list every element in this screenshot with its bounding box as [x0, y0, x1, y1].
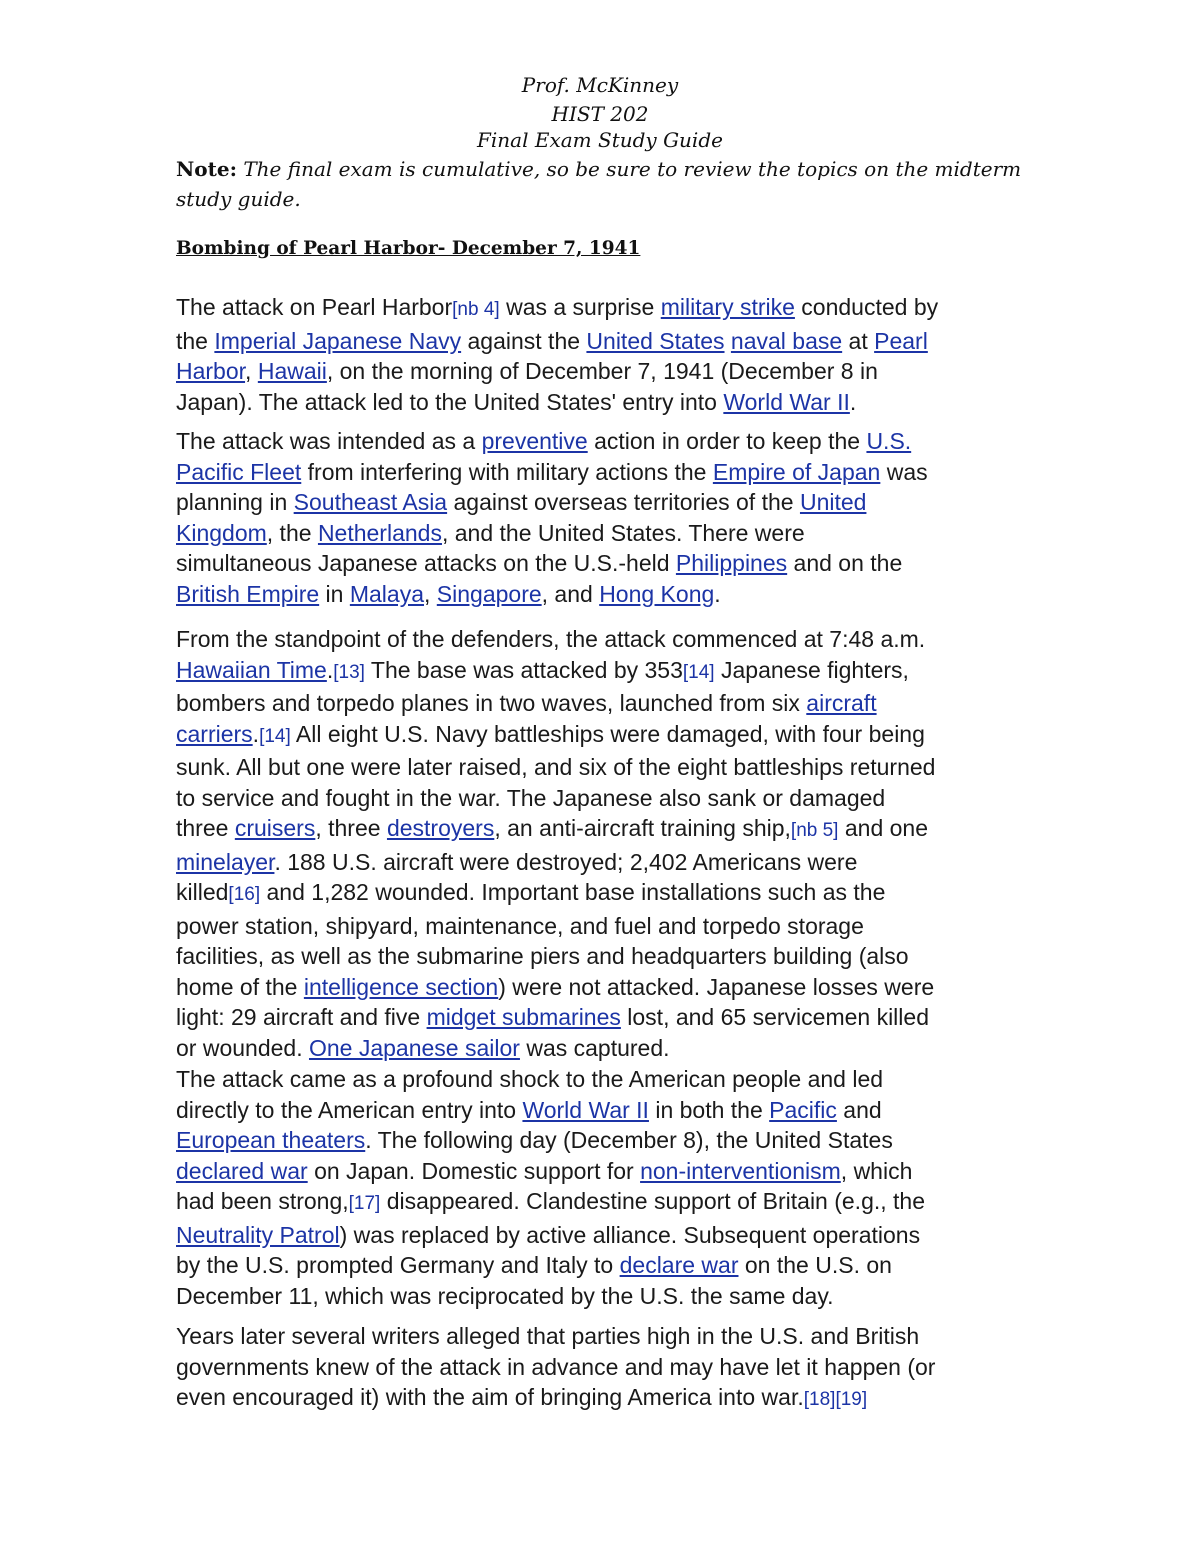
text-run: From the standpoint of the defenders, the attack commenced at 7:48 a.m.	[176, 626, 926, 652]
text-run: action in order to keep the	[587, 428, 867, 454]
text-run: on the U.S. on	[738, 1252, 892, 1278]
hyperlink[interactable]: Philippines	[675, 550, 788, 576]
hyperlink[interactable]: One Japanese sailor	[308, 1034, 520, 1061]
text-line	[176, 911, 1036, 942]
text-line	[176, 1382, 1036, 1416]
hyperlink[interactable]: intelligence section	[303, 973, 499, 1000]
hyperlink[interactable]: U.S.	[866, 428, 912, 454]
text-run: , and the United States. There were	[441, 519, 805, 546]
text-run: .	[252, 720, 260, 747]
citation-link[interactable]: [nb 4]	[452, 299, 500, 320]
hyperlink[interactable]: non-interventionism	[640, 1157, 841, 1184]
text-run: from interfering with military actions the	[301, 458, 713, 485]
citation-link[interactable]: [nb 5]	[790, 820, 839, 841]
citation-link[interactable]: [13]	[333, 661, 365, 683]
text-run: three	[176, 815, 235, 841]
text-run: at	[842, 327, 875, 354]
text-line	[176, 292, 1036, 326]
text-line	[176, 783, 1036, 814]
hyperlink[interactable]: naval base	[730, 327, 843, 354]
hyperlink[interactable]: declare war	[619, 1252, 739, 1278]
hyperlink[interactable]: military strike	[660, 294, 795, 320]
hyperlink[interactable]: preventive	[481, 428, 588, 454]
instructor-name: Prof. McKinney	[521, 73, 679, 97]
text-run: All eight U.S. Navy battleships were damaged, with four being	[290, 720, 925, 747]
text-run: in	[319, 580, 350, 607]
text-line	[176, 548, 1036, 579]
text-run: Years later several writers alleged that parties high in the U.S. and British	[176, 1323, 920, 1349]
text-line	[176, 1033, 1036, 1064]
text-run: against the	[461, 327, 587, 354]
paragraph-5	[176, 1321, 1036, 1416]
text-run: sunk. All but one were later raised, and six of the eight battleships returned	[176, 754, 936, 780]
text-run: , the	[266, 519, 318, 546]
paragraph-1	[176, 292, 1036, 417]
citation-link[interactable]: [18]	[803, 1389, 836, 1410]
text-line	[176, 356, 1036, 387]
note-text-1: The final exam is cumulative, so be sure to review the topics on the midterm	[243, 157, 1022, 181]
text-run: and on the	[787, 550, 903, 576]
hyperlink[interactable]: Hawaii	[257, 358, 327, 384]
text-run: ) was replaced by active alliance. Subsequent operations	[339, 1221, 921, 1248]
citation-link[interactable]: [14]	[682, 661, 715, 683]
text-run: ,	[245, 358, 258, 384]
text-run: was	[880, 458, 928, 485]
hyperlink[interactable]: destroyers	[386, 815, 495, 841]
paragraph-4	[176, 1064, 1036, 1311]
hyperlink[interactable]: World War II	[723, 388, 850, 415]
text-line	[176, 387, 1036, 418]
hyperlink[interactable]: Southeast Asia	[293, 489, 448, 515]
hyperlink[interactable]: carriers	[176, 720, 253, 747]
text-run: light: 29 aircraft and five	[176, 1004, 427, 1030]
text-line	[176, 1095, 1036, 1126]
text-line	[176, 877, 1036, 911]
course-code: HIST 202	[551, 102, 649, 126]
text-run: Japanese fighters,	[714, 656, 909, 683]
hyperlink[interactable]: Imperial Japanese Navy	[214, 327, 462, 354]
hyperlink[interactable]: Empire of Japan	[712, 458, 881, 485]
text-run: planning in	[176, 489, 294, 515]
hyperlink[interactable]: declared war	[176, 1157, 308, 1184]
text-line	[176, 813, 1036, 847]
text-run: power station, shipyard, maintenance, and fuel and torpedo storage	[176, 912, 864, 939]
text-line	[176, 1250, 1036, 1281]
text-run: .	[849, 388, 857, 415]
text-run: disappeared. Clandestine support of Britain (e.g., the	[380, 1188, 926, 1214]
citation-link[interactable]: [14]	[259, 725, 291, 747]
text-run: and	[836, 1096, 882, 1123]
citation-link[interactable]: [17]	[348, 1193, 381, 1214]
text-line	[176, 847, 1036, 878]
text-run: The base was attacked by 353	[364, 656, 683, 683]
hyperlink[interactable]: Pacific	[769, 1096, 837, 1123]
hyperlink[interactable]: Singapore	[436, 580, 542, 607]
hyperlink[interactable]: British Empire	[176, 580, 320, 607]
text-line	[176, 1220, 1036, 1251]
text-run: The attack was intended as a	[176, 428, 482, 454]
text-line	[176, 1321, 1036, 1352]
hyperlink[interactable]: United States	[586, 327, 725, 354]
text-run: killed	[176, 879, 229, 905]
text-run: was a surprise	[499, 294, 661, 320]
text-line	[176, 326, 1036, 357]
text-run: , an anti-aircraft training ship,	[494, 815, 791, 841]
text-line	[176, 1002, 1036, 1033]
text-run: .	[714, 580, 721, 607]
text-line	[176, 1352, 1036, 1383]
text-line	[176, 426, 1036, 457]
hyperlink[interactable]: Netherlands	[317, 519, 442, 546]
text-run: in both the	[648, 1096, 770, 1123]
text-run: governments knew of the attack in advance and may have let it happen (or	[176, 1353, 936, 1380]
text-run: lost, and 65 servicemen killed	[620, 1004, 929, 1030]
text-run: simultaneous Japanese attacks on the U.S.-held	[176, 550, 676, 576]
hyperlink[interactable]: World War II	[522, 1096, 649, 1123]
text-run: was captured.	[519, 1034, 670, 1061]
text-run: The attack came as a profound shock to the American people and led	[176, 1066, 884, 1092]
text-run: bombers and torpedo planes in two waves, launched from six	[176, 690, 807, 716]
hyperlink[interactable]: United	[799, 489, 867, 515]
paragraph-3	[176, 624, 1036, 1063]
text-line	[176, 1186, 1036, 1220]
hyperlink[interactable]: midget submarines	[426, 1004, 621, 1030]
text-run: and 1,282 wounded. Important base installations such as the	[260, 879, 886, 905]
text-run: the	[176, 327, 215, 354]
text-run: by the U.S. prompted Germany and Italy to	[176, 1252, 620, 1278]
text-line	[176, 518, 1036, 549]
text-line	[176, 1125, 1036, 1156]
text-line	[176, 624, 1036, 655]
text-run: to service and fought in the war. The Japanese also sank or damaged	[176, 784, 886, 811]
hyperlink[interactable]: Pacific Fleet	[176, 458, 302, 485]
text-run: December 11, which was reciprocated by the U.S. the same day.	[176, 1282, 834, 1309]
hyperlink[interactable]: cruisers	[234, 815, 316, 841]
note-text-2: study guide.	[176, 187, 301, 211]
text-line	[176, 972, 1036, 1003]
text-line	[176, 719, 1036, 753]
hyperlink[interactable]: European theaters	[176, 1127, 366, 1153]
text-line	[176, 1064, 1036, 1095]
text-run: , three	[315, 815, 387, 841]
text-run: ) were not attacked. Japanese losses were	[498, 973, 935, 1000]
text-run: facilities, as well as the submarine piers and headquarters building (also	[176, 943, 909, 969]
text-run: . 188 U.S. aircraft were destroyed; 2,402 Americans were	[274, 848, 858, 875]
text-line	[176, 457, 1036, 488]
text-run: directly to the American entry into	[176, 1096, 523, 1123]
text-run: Japan). The attack led to the United States' entry into	[176, 388, 724, 415]
text-line	[176, 688, 1036, 719]
section-heading: Bombing of Pearl Harbor- December 7, 1941	[176, 238, 641, 259]
hyperlink[interactable]: minelayer	[176, 848, 275, 875]
text-run: home of the	[176, 973, 304, 1000]
text-line	[176, 1281, 1036, 1312]
text-line	[176, 579, 1036, 610]
text-run: , which	[840, 1157, 913, 1184]
text-run: against overseas territories of the	[447, 489, 800, 515]
text-run: had been strong,	[176, 1188, 349, 1214]
text-line	[176, 487, 1036, 518]
text-run: conducted by	[794, 294, 939, 320]
text-line	[176, 752, 1036, 783]
text-run: ,	[424, 580, 437, 607]
hyperlink[interactable]: Kingdom	[176, 519, 267, 546]
document-title: Final Exam Study Guide	[477, 128, 723, 152]
hyperlink[interactable]: Harbor	[176, 358, 246, 384]
note	[176, 154, 1036, 214]
hyperlink[interactable]: Hawaiian Time	[176, 656, 327, 683]
citation-link[interactable]: [19]	[835, 1389, 868, 1410]
hyperlink[interactable]: Hong Kong	[599, 580, 715, 607]
text-line	[176, 941, 1036, 972]
hyperlink[interactable]: Pearl	[874, 327, 928, 354]
text-run: , on the morning of December 7, 1941 (December 8 in	[326, 358, 878, 384]
text-run: , and	[541, 580, 600, 607]
note-label: Note:	[176, 157, 237, 181]
text-run: . The following day (December 8), the United States	[365, 1127, 893, 1153]
text-run: or wounded.	[176, 1034, 309, 1061]
hyperlink[interactable]: Neutrality Patrol	[176, 1221, 340, 1248]
text-run: .	[326, 656, 334, 683]
text-run: even encouraged it) with the aim of bringing America into war.	[176, 1384, 804, 1410]
text-run: and one	[838, 815, 928, 841]
text-run: on Japan. Domestic support for	[307, 1157, 641, 1184]
text-line	[176, 1156, 1036, 1187]
hyperlink[interactable]: Malaya	[349, 580, 424, 607]
paragraph-2	[176, 426, 1036, 609]
text-run: The attack on Pearl Harbor	[176, 294, 453, 320]
text-line	[176, 655, 1036, 689]
hyperlink[interactable]: aircraft	[806, 690, 877, 716]
citation-link[interactable]: [16]	[228, 884, 261, 905]
